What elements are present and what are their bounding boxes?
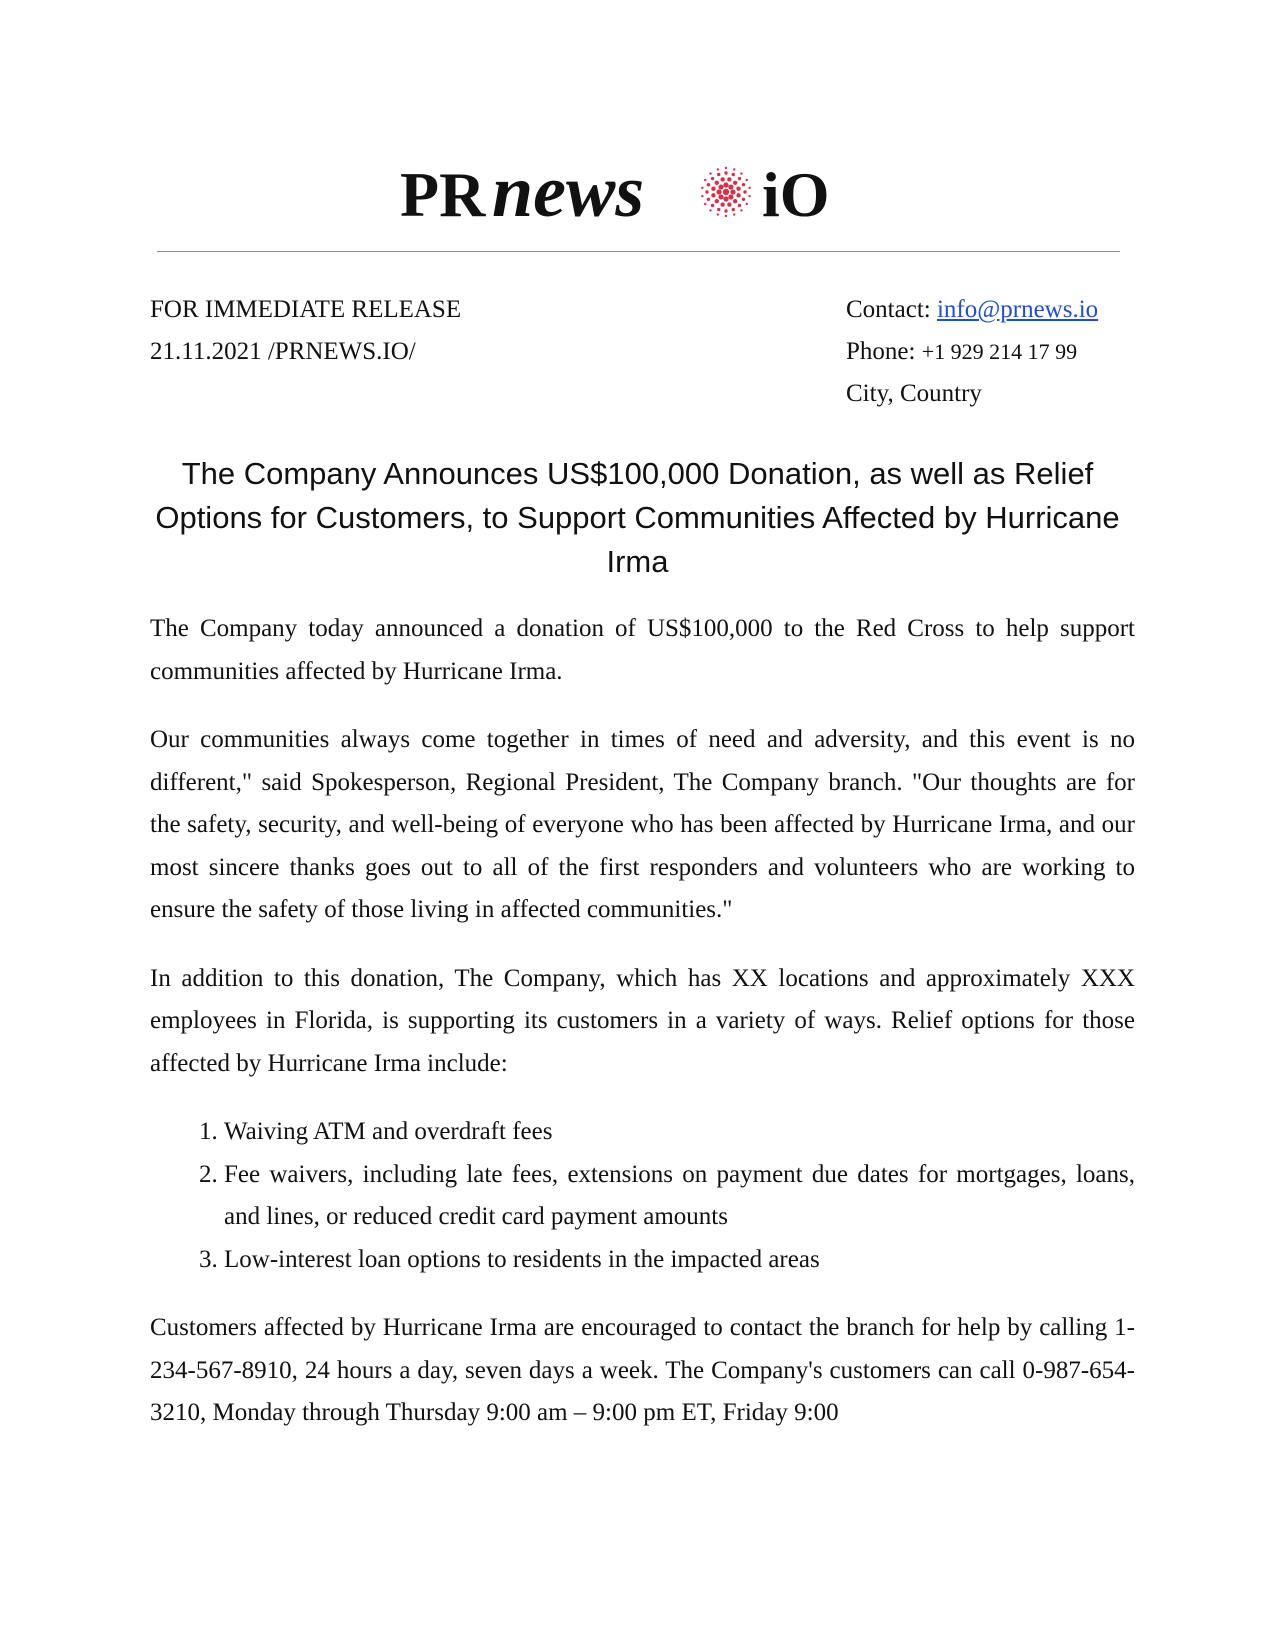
- burst-dot: [748, 187, 750, 189]
- phone-label: Phone:: [846, 338, 922, 365]
- burst-dot: [748, 195, 750, 197]
- burst-dot: [732, 173, 735, 176]
- contact-line: [846, 289, 1098, 331]
- location: City, Country: [846, 380, 982, 407]
- burst-dot: [704, 203, 706, 205]
- burst-dot: [733, 199, 737, 203]
- logo-io: iO: [762, 159, 830, 230]
- headline: The Company Announces US$100,000 Donation, as well as Relief Options for Customers, to Support Communities Affected by Hurricane Irma: [155, 456, 1120, 579]
- burst-dot: [733, 213, 735, 215]
- burst-dot: [718, 194, 723, 199]
- dateline: 21.11.2021 /PRNEWS.IO/: [150, 338, 416, 365]
- burst-dot: [711, 193, 715, 197]
- burst-dot: [723, 189, 729, 195]
- article-body: [150, 608, 1135, 1461]
- contact-email-link[interactable]: info@prnews.io: [936, 296, 1099, 323]
- release-info: [150, 289, 461, 373]
- burst-dot: [715, 199, 719, 203]
- burst-dot: [746, 179, 748, 181]
- burst-dot: [717, 173, 720, 176]
- list-item: 3. Low-interest loan options to residents in the impacted areas: [224, 1239, 1135, 1282]
- burst-dot: [743, 190, 746, 193]
- contact-info: [846, 289, 1098, 415]
- burst-dot: [701, 195, 703, 197]
- burst-dot: [724, 209, 727, 212]
- burst-dot: [733, 168, 735, 170]
- contact-label: Contact:: [846, 296, 937, 323]
- burst-dot: [733, 181, 737, 185]
- paragraph-2: Our communities always come together in times of need and adversity, and this event is no different," said Spokesperson, Regional President, The Company branch. "Our thoughts are for the safety, security, and well-being of everyone who has been affected by Hurricane Irma, and our most sincere thanks goes out to all of the first responders and volunteers who are working to ensure the safety of those living in affected communities.": [150, 726, 1135, 923]
- burst-dot: [701, 187, 703, 189]
- phone-value: +1 929 214 17 99: [921, 339, 1078, 364]
- relief-options-list: [150, 1111, 1135, 1281]
- burst-dot: [742, 198, 745, 201]
- burst-dot: [732, 208, 735, 211]
- burst-dot: [738, 177, 741, 180]
- burst-dot: [730, 189, 735, 194]
- burst-dot: [720, 177, 724, 181]
- burst-dot: [707, 198, 710, 201]
- prnews-logo: [400, 140, 880, 230]
- burst-dot: [715, 181, 719, 185]
- burst-dot: [709, 172, 711, 174]
- release-label: FOR IMMEDIATE RELEASE: [150, 296, 462, 323]
- burst-dot: [746, 203, 748, 205]
- logo-pr: PR: [400, 159, 486, 230]
- burst-dot: [736, 186, 740, 190]
- burst-dot: [711, 204, 714, 207]
- logo-news: news: [492, 151, 645, 230]
- burst-dot: [711, 177, 714, 180]
- list-item: 1. Waiving ATM and overdraft fees: [224, 1111, 1135, 1154]
- burst-dot: [725, 215, 727, 217]
- burst-dot: [716, 189, 721, 194]
- paragraph-1: The Company today announced a donation of US$100,000 to the Red Cross to help support communities affected by Hurricane Irma.: [150, 615, 1135, 685]
- prnews-logo-graphic: [400, 140, 880, 230]
- burst-dot: [738, 204, 741, 207]
- burst-dot: [711, 186, 715, 190]
- burst-dot: [717, 168, 719, 170]
- burst-dot: [707, 183, 710, 186]
- burst-dot: [709, 209, 711, 211]
- burst-dot: [728, 184, 733, 189]
- burst-dot: [728, 194, 733, 199]
- burst-dot: [740, 209, 742, 211]
- burst-dot: [717, 208, 720, 211]
- burst-dot: [717, 213, 719, 215]
- paragraph-4: Customers affected by Hurricane Irma are encouraged to contact the branch for help by calling 1-234-567-8910, 24 hours a day, seven days a week. The Company's customers can call 0-987-654-3210, Monday through Thursday 9:00 am – 9:00 pm ET, Friday 9:00: [150, 1314, 1135, 1426]
- burst-dot: [742, 183, 745, 186]
- burst-dot: [723, 196, 728, 201]
- phone-line: [846, 331, 1098, 373]
- burst-dot: [705, 190, 708, 193]
- burst-dot: [723, 182, 728, 187]
- burst-dot: [718, 184, 723, 189]
- burst-dot: [736, 193, 740, 197]
- burst-dot: [727, 202, 731, 206]
- header-divider: [157, 251, 1120, 252]
- burst-dot: [704, 179, 706, 181]
- burst-dot: [720, 202, 724, 206]
- burst-dot: [725, 167, 727, 169]
- list-item: 2. Fee waivers, including late fees, extensions on payment due dates for mortgages, loans, and lines, or reduced credit card payment amounts: [224, 1154, 1135, 1239]
- burst-dot: [724, 171, 727, 174]
- logo-burst-icon: [701, 167, 751, 217]
- burst-dot: [727, 177, 731, 181]
- burst-dot: [740, 172, 742, 174]
- paragraph-3: In addition to this donation, The Company, which has XX locations and approximately XXX employees in Florida, is supporting its customers in a variety of ways. Relief options for those affected by Hurricane Irma include:: [150, 964, 1135, 1077]
